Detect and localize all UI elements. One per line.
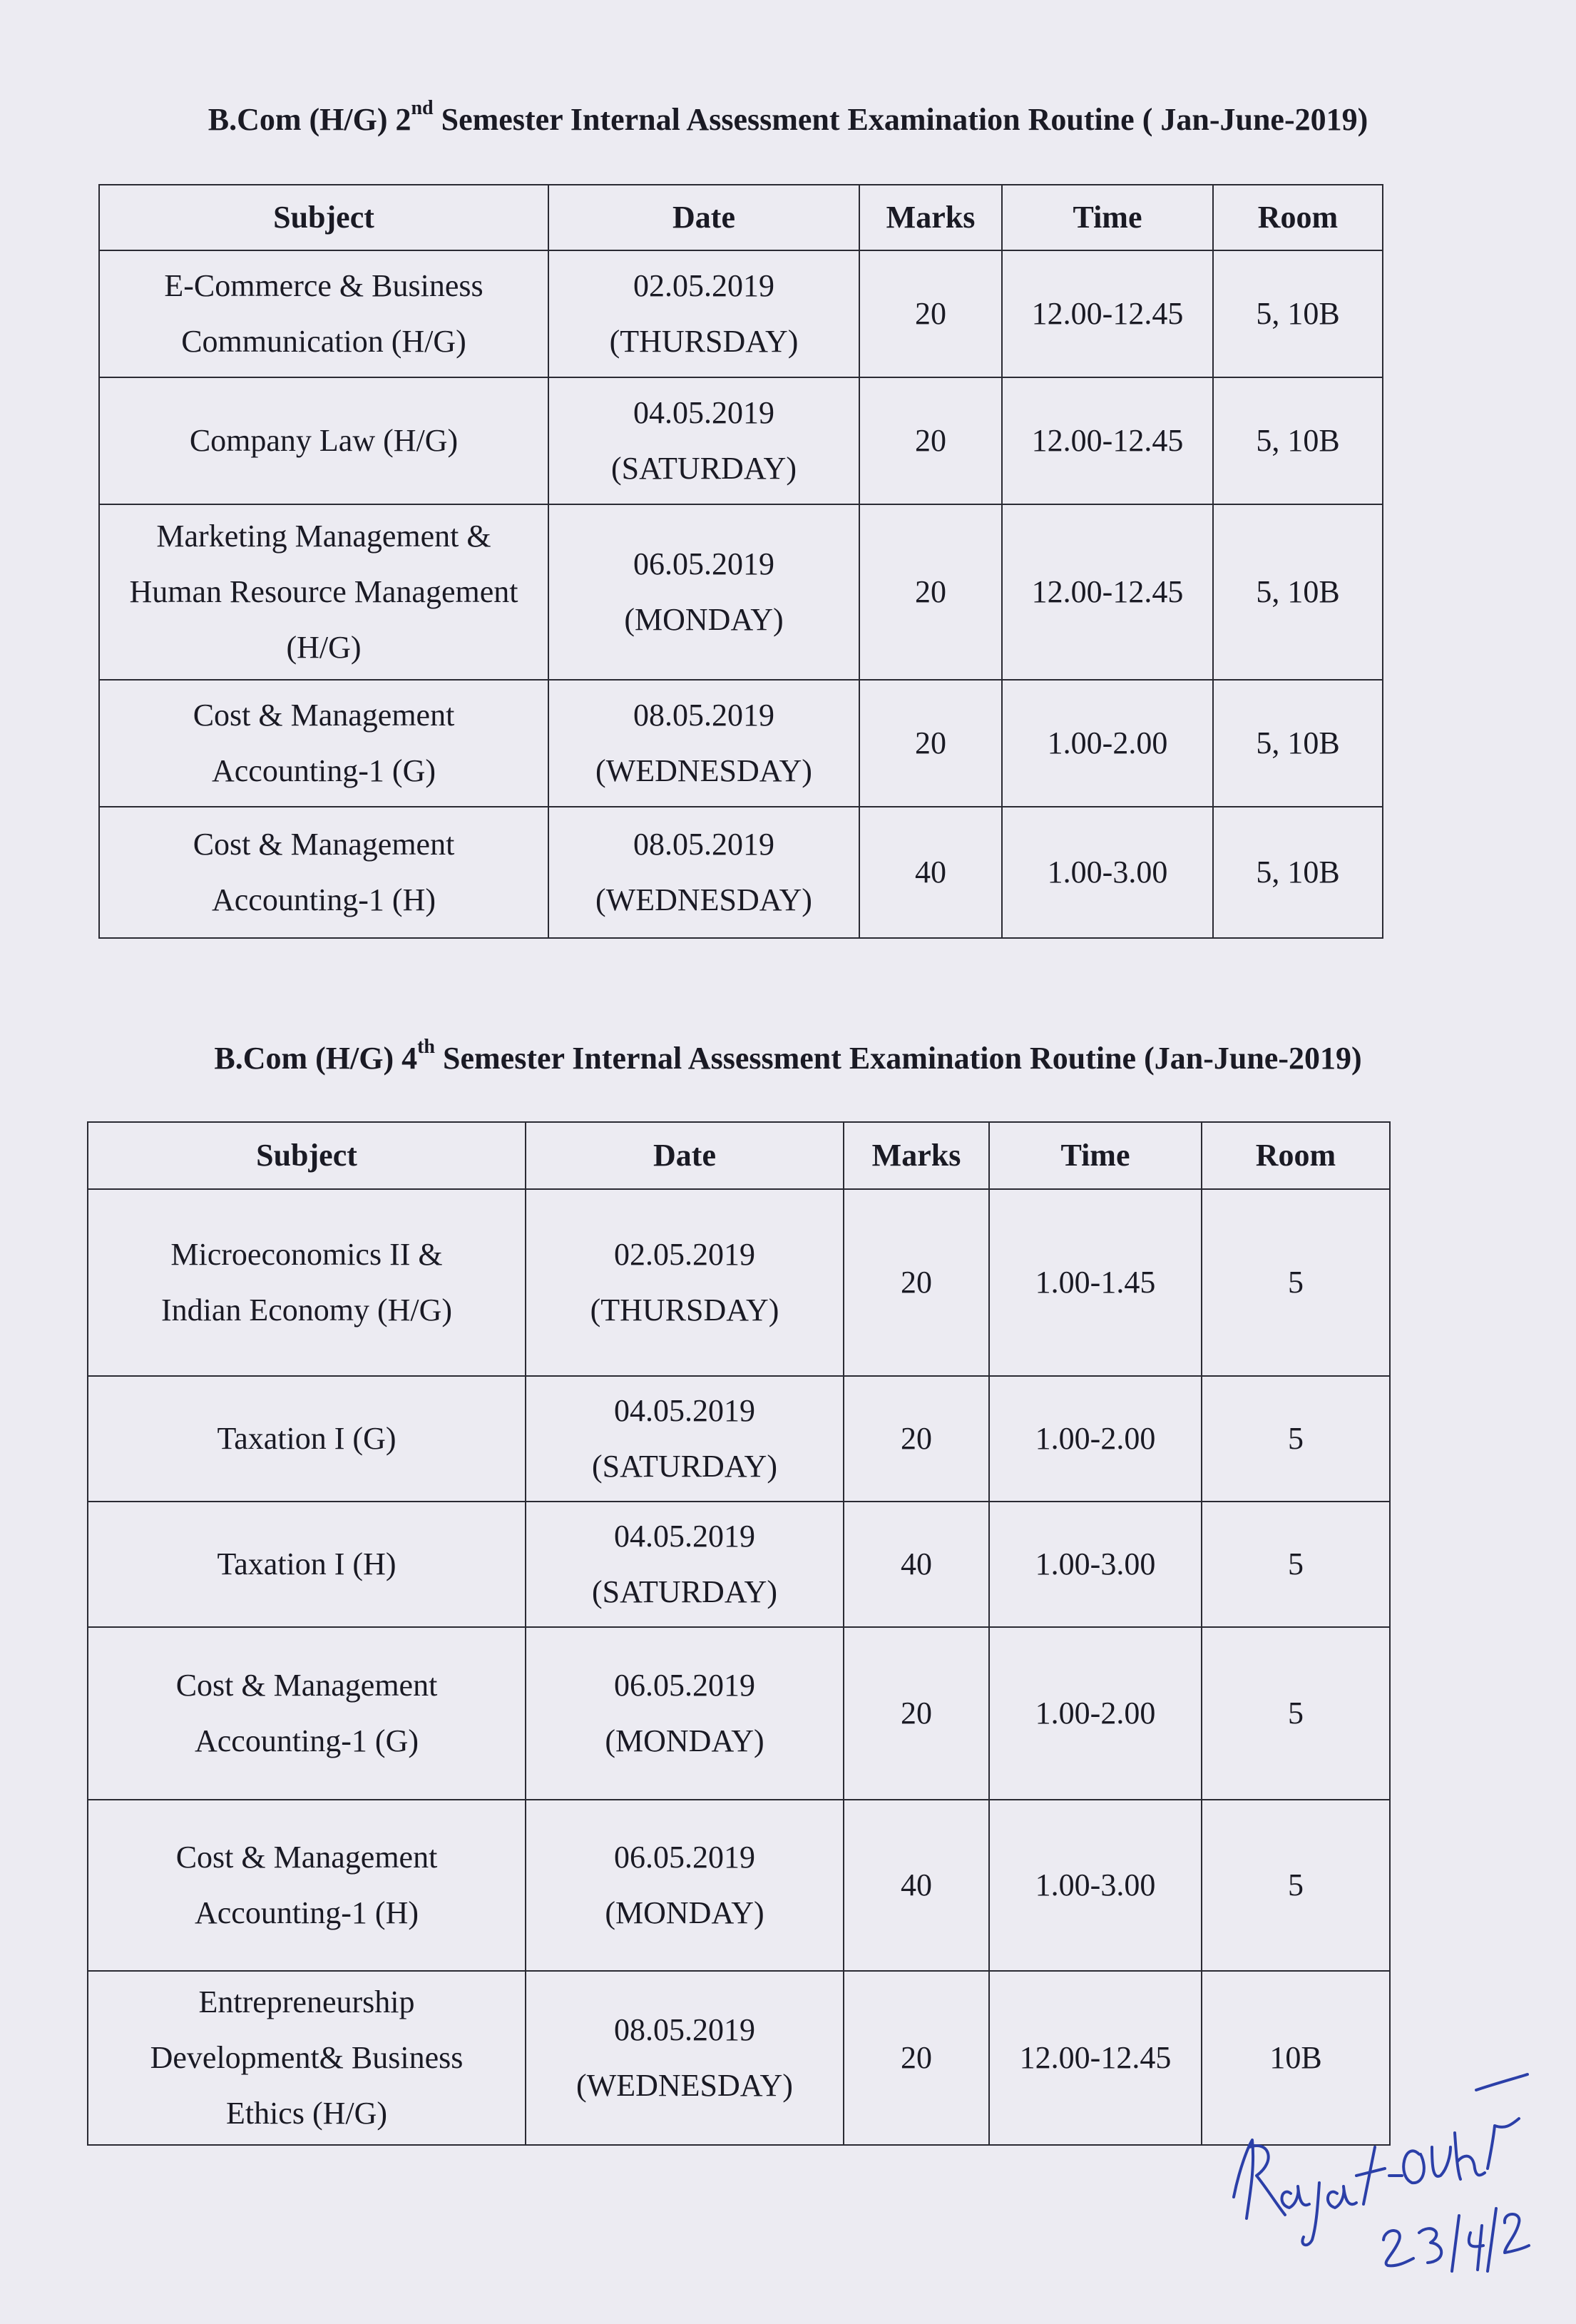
marks-cell: 40 — [844, 1800, 989, 1971]
subject-cell: Taxation I (G) — [88, 1376, 526, 1502]
date-cell: 08.05.2019 (WEDNESDAY) — [548, 807, 859, 938]
marks-cell: 20 — [859, 377, 1002, 504]
marks-cell: 20 — [844, 1189, 989, 1376]
section2-routine-table — [87, 1121, 1391, 2146]
date-cell: 06.05.2019 (MONDAY) — [526, 1627, 844, 1800]
time-cell: 1.00-2.00 — [1002, 680, 1213, 807]
date-cell: 04.05.2019 (SATURDAY) — [526, 1502, 844, 1627]
marks-cell: 40 — [844, 1502, 989, 1627]
table-row — [99, 504, 1383, 680]
subject-cell: Cost & Management Accounting-1 (H) — [99, 807, 548, 938]
room-cell: 5 — [1202, 1376, 1390, 1502]
room-cell: 5, 10B — [1213, 377, 1383, 504]
room-cell: 5 — [1202, 1800, 1390, 1971]
date-cell: 04.05.2019 (SATURDAY) — [526, 1376, 844, 1502]
handwritten-signature — [1205, 2061, 1533, 2275]
time-cell: 12.00-12.45 — [989, 1971, 1202, 2145]
date-cell: 04.05.2019 (SATURDAY) — [548, 377, 859, 504]
marks-cell: 20 — [844, 1971, 989, 2145]
table-row — [88, 1376, 1390, 1502]
room-cell: 10B — [1202, 1971, 1390, 2145]
subject-cell: Cost & Management Accounting-1 (G) — [88, 1627, 526, 1800]
section1-routine-table — [98, 184, 1383, 939]
date-cell: 06.05.2019 (MONDAY) — [548, 504, 859, 680]
header-marks: Marks — [844, 1122, 989, 1189]
room-cell: 5 — [1202, 1189, 1390, 1376]
marks-cell: 20 — [859, 680, 1002, 807]
table-row — [88, 1627, 1390, 1800]
subject-cell: Cost & Management Accounting-1 (H) — [88, 1800, 526, 1971]
date-cell: 02.05.2019 (THURSDAY) — [548, 250, 859, 377]
header-date: Date — [526, 1122, 844, 1189]
table-row — [99, 377, 1383, 504]
time-cell: 1.00-3.00 — [989, 1502, 1202, 1627]
section2-title: B.Com (H/G) 4th Semester Internal Assessment Examination Routine (Jan-June-2019) — [214, 1036, 1362, 1076]
table-row — [99, 250, 1383, 377]
marks-cell: 20 — [859, 504, 1002, 680]
time-cell: 12.00-12.45 — [1002, 504, 1213, 680]
time-cell: 1.00-1.45 — [989, 1189, 1202, 1376]
header-subject: Subject — [99, 185, 548, 250]
time-cell: 12.00-12.45 — [1002, 250, 1213, 377]
header-date: Date — [548, 185, 859, 250]
header-time: Time — [1002, 185, 1213, 250]
room-cell: 5, 10B — [1213, 680, 1383, 807]
room-cell: 5 — [1202, 1627, 1390, 1800]
subject-cell: E-Commerce & Business Communication (H/G) — [99, 250, 548, 377]
table-header-row — [99, 185, 1383, 250]
subject-cell: Cost & Management Accounting-1 (G) — [99, 680, 548, 807]
marks-cell: 20 — [859, 250, 1002, 377]
time-cell: 1.00-2.00 — [989, 1376, 1202, 1502]
table-row — [88, 1502, 1390, 1627]
date-cell: 06.05.2019 (MONDAY) — [526, 1800, 844, 1971]
time-cell: 1.00-2.00 — [989, 1627, 1202, 1800]
section1-title: B.Com (H/G) 2nd Semester Internal Assessment Examination Routine ( Jan-June-2019) — [208, 97, 1368, 137]
room-cell: 5 — [1202, 1502, 1390, 1627]
subject-cell: Entrepreneurship Development& Business Ethics (H/G) — [88, 1971, 526, 2145]
room-cell: 5, 10B — [1213, 807, 1383, 938]
subject-cell: Marketing Management & Human Resource Management (H/G) — [99, 504, 548, 680]
table-row — [88, 1971, 1390, 2145]
time-cell: 1.00-3.00 — [989, 1800, 1202, 1971]
time-cell: 1.00-3.00 — [1002, 807, 1213, 938]
subject-cell: Taxation I (H) — [88, 1502, 526, 1627]
table-row — [99, 680, 1383, 807]
date-cell: 02.05.2019 (THURSDAY) — [526, 1189, 844, 1376]
header-time: Time — [989, 1122, 1202, 1189]
date-cell: 08.05.2019 (WEDNESDAY) — [526, 1971, 844, 2145]
subject-cell: Company Law (H/G) — [99, 377, 548, 504]
room-cell: 5, 10B — [1213, 504, 1383, 680]
date-cell: 08.05.2019 (WEDNESDAY) — [548, 680, 859, 807]
header-subject: Subject — [88, 1122, 526, 1189]
table-row — [99, 807, 1383, 938]
room-cell: 5, 10B — [1213, 250, 1383, 377]
subject-cell: Microeconomics II & Indian Economy (H/G) — [88, 1189, 526, 1376]
table-header-row — [88, 1122, 1390, 1189]
marks-cell: 40 — [859, 807, 1002, 938]
table-row — [88, 1800, 1390, 1971]
marks-cell: 20 — [844, 1376, 989, 1502]
header-room: Room — [1202, 1122, 1390, 1189]
time-cell: 12.00-12.45 — [1002, 377, 1213, 504]
header-marks: Marks — [859, 185, 1002, 250]
header-room: Room — [1213, 185, 1383, 250]
table-row — [88, 1189, 1390, 1376]
marks-cell: 20 — [844, 1627, 989, 1800]
